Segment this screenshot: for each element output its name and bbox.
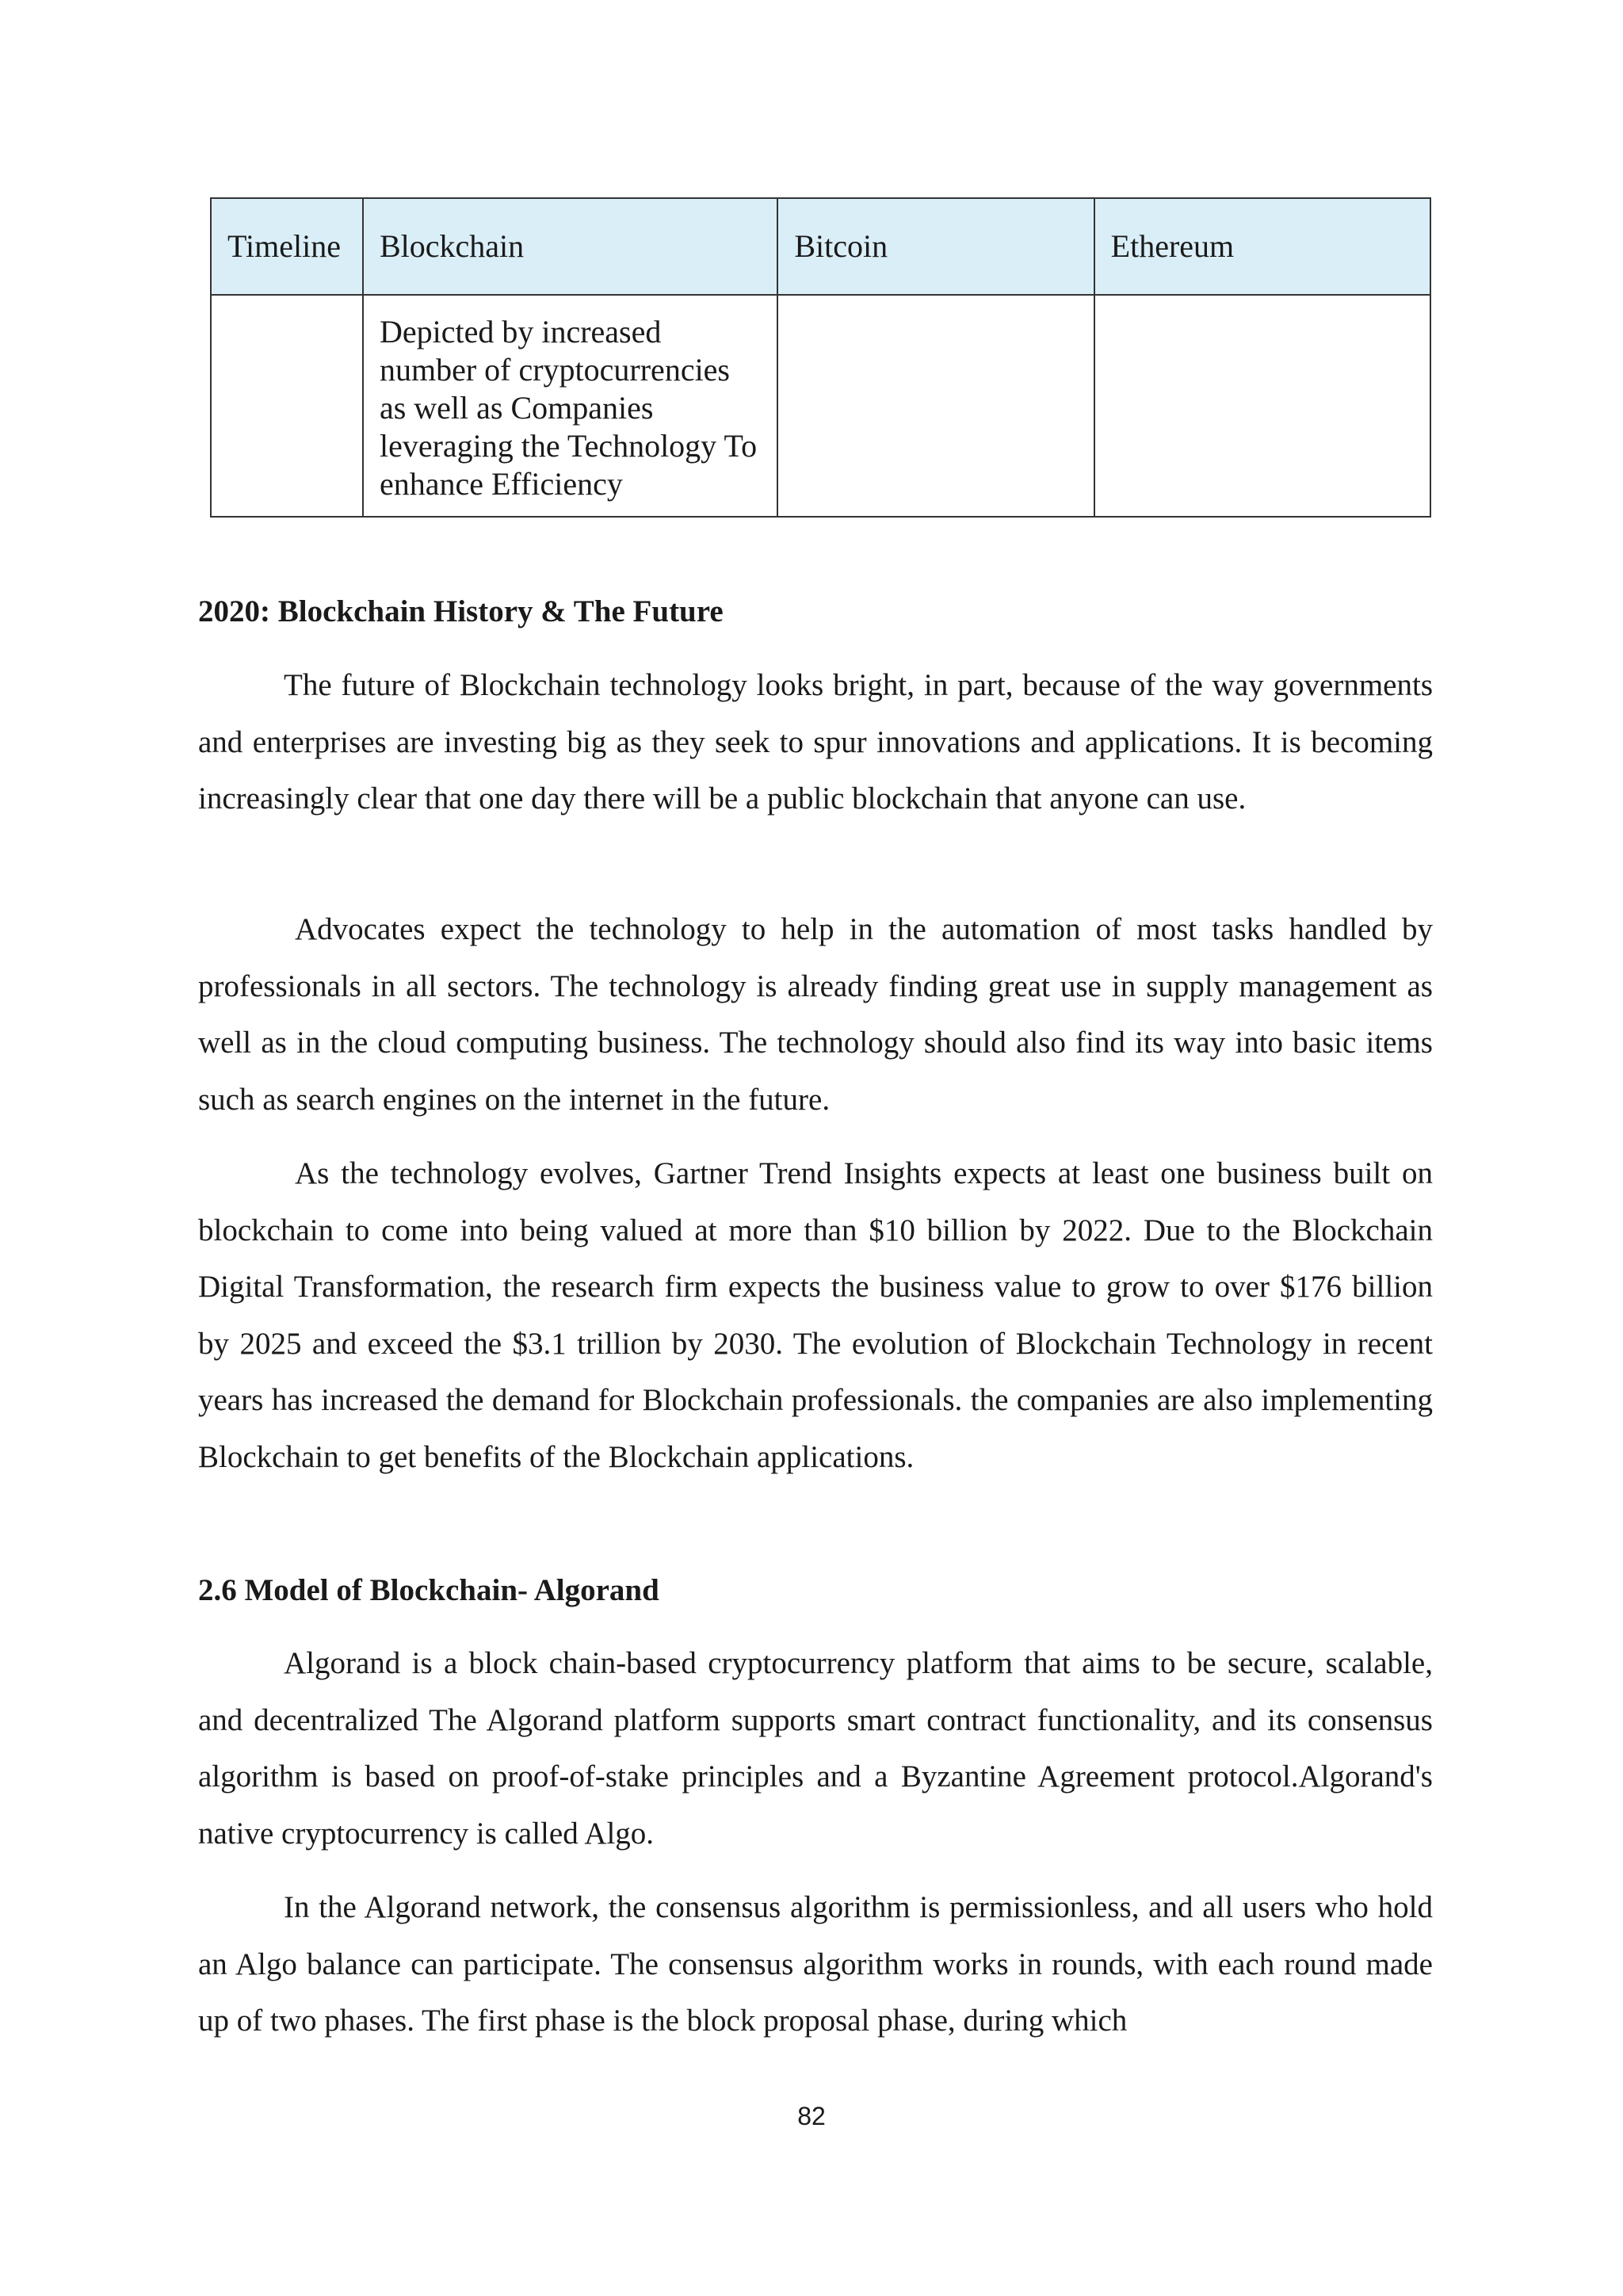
paragraph-algorand-consensus: In the Algorand network, the consensus algorithm is permissionless, and all users who hold an Algo balance can participate. The consensus algorithm works in rounds, with each round made up of two phases. The first phase is the block proposal phase, during which: [198, 1890, 1433, 2038]
table-header-row: [211, 198, 1430, 295]
page-number: 82: [797, 2102, 826, 2130]
section-heading-algorand: 2.6 Model of Blockchain- Algorand: [198, 1573, 659, 1607]
table-header-bitcoin: Bitcoin: [777, 198, 1094, 295]
table-cell-timeline: [211, 295, 363, 517]
table-header-ethereum: Ethereum: [1094, 198, 1430, 295]
paragraph-gartner-forecast: As the technology evolves, Gartner Trend Insights expects at least one business built on blockchain to come into being valued at more than $10 billion by 2022. Due to the Blockchain Digital Transformation, the research firm expects the business value to grow to over $176 billion by 2025 and exceed the $3.1 trillion by 2030. The evolution of Blockchain Technology in recent years has increased the demand for Blockchain professionals. the companies are also implementing Blockchain to get benefits of the Blockchain applications.: [198, 1156, 1433, 1474]
table-cell-blockchain: Depicted by increased number of cryptocurrencies as well as Companies leveraging the Technology To enhance Efficiency: [363, 295, 777, 517]
paragraph-algorand-intro: Algorand is a block chain-based cryptocurrency platform that aims to be secure, scalable, and decentralized The Algorand platform supports smart contract functionality, and its consensus algorithm is based on proof-of-stake principles and a Byzantine Agreement protocol.Algorand's native cryptocurrency is called Algo.: [198, 1646, 1433, 1851]
table-header-timeline: Timeline: [211, 198, 363, 295]
paragraph-automation: Advocates expect the technology to help in the automation of most tasks handled by professionals in all sectors. The technology is already finding great use in supply management as well as in the cloud computing business. The technology should also find its way into basic items such as search engines on the internet in the future.: [198, 912, 1433, 1117]
table-row: [211, 295, 1430, 517]
blockchain-timeline-table: [210, 197, 1431, 518]
table-header-blockchain: Blockchain: [363, 198, 777, 295]
paragraph-future-outlook: The future of Blockchain technology looks bright, in part, because of the way governments and enterprises are investing big as they seek to spur innovations and applications. It is becoming increasingly clear that one day there will be a public blockchain that anyone can use.: [198, 668, 1433, 816]
table-cell-bitcoin: [777, 295, 1094, 517]
table-cell-ethereum: [1094, 295, 1430, 517]
section-heading-2020: 2020: Blockchain History & The Future: [198, 594, 724, 628]
